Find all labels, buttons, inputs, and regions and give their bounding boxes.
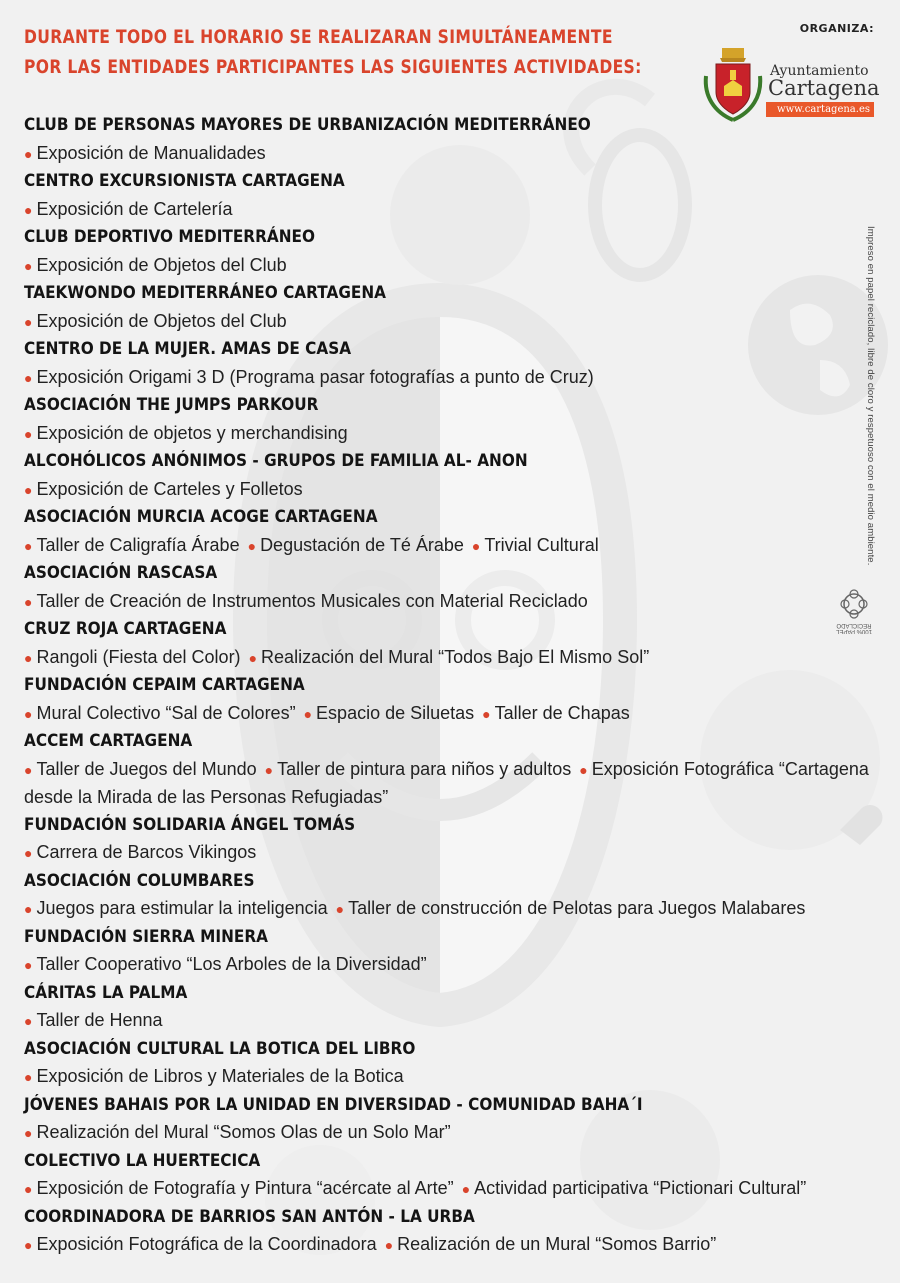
activity-text: Exposición de Fotografía y Pintura “acércate al Arte” <box>36 1178 454 1198</box>
entity-name: TAEKWONDO MEDITERRÁNEO CARTAGENA <box>24 283 386 303</box>
activity-list <box>24 196 884 225</box>
activity-item <box>301 703 475 723</box>
activity-text: Taller de Juegos del Mundo <box>36 758 257 779</box>
activity-text: Exposición de Objetos del Club <box>36 254 287 275</box>
entity-name: JÓVENES BAHAIS POR LA UNIDAD EN DIVERSIDAD - COMUNIDAD BAHA´I <box>24 1094 643 1115</box>
entity-block <box>24 336 884 392</box>
activity-text: Exposición de Objetos del Club <box>36 310 287 331</box>
entity-block <box>24 168 884 224</box>
entity-name: ALCOHÓLICOS ANÓNIMOS - GRUPOS DE FAMILIA AL- ANON <box>24 451 528 471</box>
bullet-icon: ● <box>24 313 33 330</box>
activity-list <box>24 532 884 561</box>
activity-list <box>24 1231 884 1260</box>
bullet-icon: ● <box>24 425 33 442</box>
bullet-icon: ● <box>461 1181 471 1197</box>
entity-block <box>24 504 884 560</box>
bullet-icon: ● <box>24 145 33 162</box>
activity-item <box>24 1010 163 1030</box>
activity-item <box>24 1066 404 1086</box>
activity-item <box>24 1178 454 1198</box>
bullet-icon: ● <box>303 705 313 722</box>
activity-item <box>24 311 287 331</box>
entity-block <box>24 448 884 504</box>
header <box>24 22 777 82</box>
entity-block <box>24 560 884 616</box>
activity-item <box>24 842 256 862</box>
activity-list <box>24 364 884 393</box>
activity-item <box>24 423 348 443</box>
activity-item <box>24 535 240 555</box>
entity-name: COLECTIVO LA HUERTECICA <box>24 1150 261 1171</box>
activity-text: Exposición Origami 3 D (Programa pasar fotografías a punto de Cruz) <box>36 366 594 387</box>
header-line-2: POR LAS ENTIDADES PARTICIPANTES LAS SIGUIENTES ACTIVIDADES: <box>24 56 642 78</box>
activity-item <box>24 703 296 723</box>
activity-text: Actividad participativa “Pictionari Cultural” <box>474 1178 807 1198</box>
bullet-icon: ● <box>24 201 33 218</box>
activity-item <box>479 703 630 723</box>
bullet-icon: ● <box>24 481 33 498</box>
activity-text: Realización de un Mural “Somos Barrio” <box>397 1234 717 1254</box>
entity-block <box>24 1148 884 1204</box>
entity-name: FUNDACIÓN SOLIDARIA ÁNGEL TOMÁS <box>24 814 356 835</box>
entity-block <box>24 672 884 728</box>
entity-name: CLUB DE PERSONAS MAYORES DE URBANIZACIÓN MEDITERRÁNEO <box>24 115 591 135</box>
activity-item <box>24 255 287 275</box>
bullet-icon: ● <box>24 1237 33 1253</box>
activity-text: Taller de Caligrafía Árabe <box>36 534 240 555</box>
activity-list <box>24 140 884 169</box>
bullet-icon: ● <box>264 761 274 778</box>
entity-name: CENTRO EXCURSIONISTA CARTAGENA <box>24 171 345 191</box>
activity-text: Taller de Chapas <box>494 702 630 723</box>
activity-item <box>24 591 588 611</box>
bullet-icon: ● <box>579 761 588 778</box>
entity-name: COORDINADORA DE BARRIOS SAN ANTÓN - LA URBA <box>24 1206 475 1227</box>
entity-block <box>24 392 884 448</box>
bullet-icon: ● <box>24 369 33 386</box>
activity-item <box>24 199 233 219</box>
activity-text: Carrera de Barcos Vikingos <box>36 842 257 862</box>
activity-text: Rangoli (Fiesta del Color) <box>36 646 241 667</box>
activity-list <box>24 1007 884 1036</box>
activity-item <box>24 1234 377 1254</box>
activity-list <box>24 839 884 868</box>
logo-name-line-2: Cartagena <box>768 76 880 100</box>
activity-text: Degustación de Té Árabe <box>260 534 464 555</box>
activity-item <box>333 898 806 918</box>
activity-list <box>24 951 884 980</box>
activity-text: Juegos para estimular la inteligencia <box>36 898 328 918</box>
activity-text: Exposición de Libros y Materiales de la Botica <box>36 1066 404 1086</box>
activity-text: Exposición de Carteles y Folletos <box>36 478 303 499</box>
entity-name: CÁRITAS LA PALMA <box>24 982 188 1003</box>
activity-text: Taller de pintura para niños y adultos <box>277 758 572 779</box>
entity-block <box>24 280 884 336</box>
entity-name: ASOCIACIÓN RASCASA <box>24 563 218 583</box>
activity-list <box>24 1175 884 1204</box>
header-line-1: DURANTE TODO EL HORARIO SE REALIZARAN SIMULTÁNEAMENTE <box>24 26 613 48</box>
entity-name: ASOCIACIÓN MURCIA ACOGE CARTAGENA <box>24 507 378 527</box>
activity-text: Realización del Mural “Somos Olas de un Solo Mar” <box>36 1122 451 1142</box>
bullet-icon: ● <box>24 845 33 861</box>
entity-block <box>24 1204 884 1260</box>
bullet-icon: ● <box>482 705 491 722</box>
recycled-paper-stamp <box>832 586 876 636</box>
bullet-icon: ● <box>24 1013 33 1029</box>
activity-item <box>24 479 303 499</box>
activity-item <box>245 535 464 555</box>
activity-list <box>24 756 884 812</box>
activity-item <box>262 759 572 779</box>
entity-name: FUNDACIÓN CEPAIM CARTAGENA <box>24 675 305 695</box>
entity-block <box>24 112 884 168</box>
bullet-icon: ● <box>24 705 33 722</box>
entities-list <box>24 112 884 1260</box>
activity-item <box>24 898 328 918</box>
entity-name: ASOCIACIÓN COLUMBARES <box>24 870 255 891</box>
activity-text: Taller de Henna <box>36 1010 163 1030</box>
bullet-icon: ● <box>247 537 257 554</box>
logo-url: www.cartagena.es <box>766 102 874 117</box>
activity-item <box>24 647 241 667</box>
bullet-icon: ● <box>384 1237 394 1253</box>
activity-text: Trivial Cultural <box>484 534 599 555</box>
activity-item <box>24 759 257 779</box>
bullet-icon: ● <box>24 593 33 610</box>
entity-block <box>24 980 884 1036</box>
bullet-icon: ● <box>24 1069 33 1085</box>
activity-text: Mural Colectivo “Sal de Colores” <box>36 702 296 723</box>
activity-text: Exposición de Cartelería <box>36 198 233 219</box>
activity-text: Espacio de Siluetas <box>316 702 475 723</box>
bullet-icon: ● <box>248 649 258 666</box>
activity-item <box>24 367 594 387</box>
entity-name: CLUB DEPORTIVO MEDITERRÁNEO <box>24 227 315 247</box>
activity-text: Taller Cooperativo “Los Arboles de la Diversidad” <box>36 954 427 974</box>
activity-list <box>24 588 884 617</box>
bullet-icon: ● <box>24 1181 33 1197</box>
entity-block <box>24 616 884 672</box>
entity-block <box>24 224 884 280</box>
bullet-icon: ● <box>24 901 33 917</box>
bullet-icon: ● <box>24 649 33 666</box>
bullet-icon: ● <box>24 257 33 274</box>
activity-list <box>24 476 884 505</box>
activity-list <box>24 700 884 729</box>
activity-item <box>469 535 599 555</box>
activity-text: Exposición de objetos y merchandising <box>36 422 348 443</box>
activity-list <box>24 644 884 673</box>
activity-list <box>24 1063 884 1092</box>
activity-item <box>24 1122 451 1142</box>
activity-list <box>24 1119 884 1148</box>
bullet-icon: ● <box>24 957 33 973</box>
entity-name: FUNDACIÓN SIERRA MINERA <box>24 926 268 947</box>
activity-list <box>24 895 884 924</box>
activity-item <box>24 143 266 163</box>
activity-item <box>246 647 650 667</box>
activity-list <box>24 308 884 337</box>
entity-block <box>24 1092 884 1148</box>
recycled-paper-note <box>862 226 878 584</box>
organizer-label: ORGANIZA: <box>799 22 874 35</box>
entity-block <box>24 812 884 868</box>
entity-block <box>24 1036 884 1092</box>
recycled-paper-note-text: Impreso en papel reciclado, libre de cloro y respetuoso con el medio ambiente. <box>865 226 876 566</box>
activity-text: Exposición de Manualidades <box>36 142 266 163</box>
entity-block <box>24 728 884 812</box>
entity-name: CENTRO DE LA MUJER. AMAS DE CASA <box>24 339 352 359</box>
entity-name: ACCEM CARTAGENA <box>24 731 193 751</box>
entity-block <box>24 868 884 924</box>
bullet-icon: ● <box>471 537 481 554</box>
bullet-icon: ● <box>24 761 33 778</box>
stamp-text: 100% PAPEL RECICLADO <box>836 622 872 634</box>
logo-name-line-1: Ayuntamiento <box>770 63 869 79</box>
activity-item <box>459 1178 807 1198</box>
bullet-icon: ● <box>24 537 33 554</box>
activity-text: Taller de Creación de Instrumentos Musicales con Material Reciclado <box>36 590 588 611</box>
entity-name: ASOCIACIÓN CULTURAL LA BOTICA DEL LIBRO <box>24 1038 416 1059</box>
activity-text: Exposición Fotográfica “Cartagena desde la Mirada de las Personas Refugiadas” <box>24 758 869 807</box>
entity-block <box>24 924 884 980</box>
bullet-icon: ● <box>335 901 345 917</box>
activity-text: Realización del Mural “Todos Bajo El Mismo Sol” <box>261 646 650 667</box>
entity-name: ASOCIACIÓN THE JUMPS PARKOUR <box>24 395 319 415</box>
activity-list <box>24 420 884 449</box>
activity-text: Exposición Fotográfica de la Coordinadora <box>36 1234 377 1254</box>
activity-item <box>382 1234 717 1254</box>
bullet-icon: ● <box>24 1125 33 1141</box>
activity-list <box>24 252 884 281</box>
activity-text: Taller de construcción de Pelotas para Juegos Malabares <box>348 898 806 918</box>
entity-name: CRUZ ROJA CARTAGENA <box>24 619 227 639</box>
recycle-flower-icon <box>832 586 876 622</box>
activity-item <box>24 954 427 974</box>
